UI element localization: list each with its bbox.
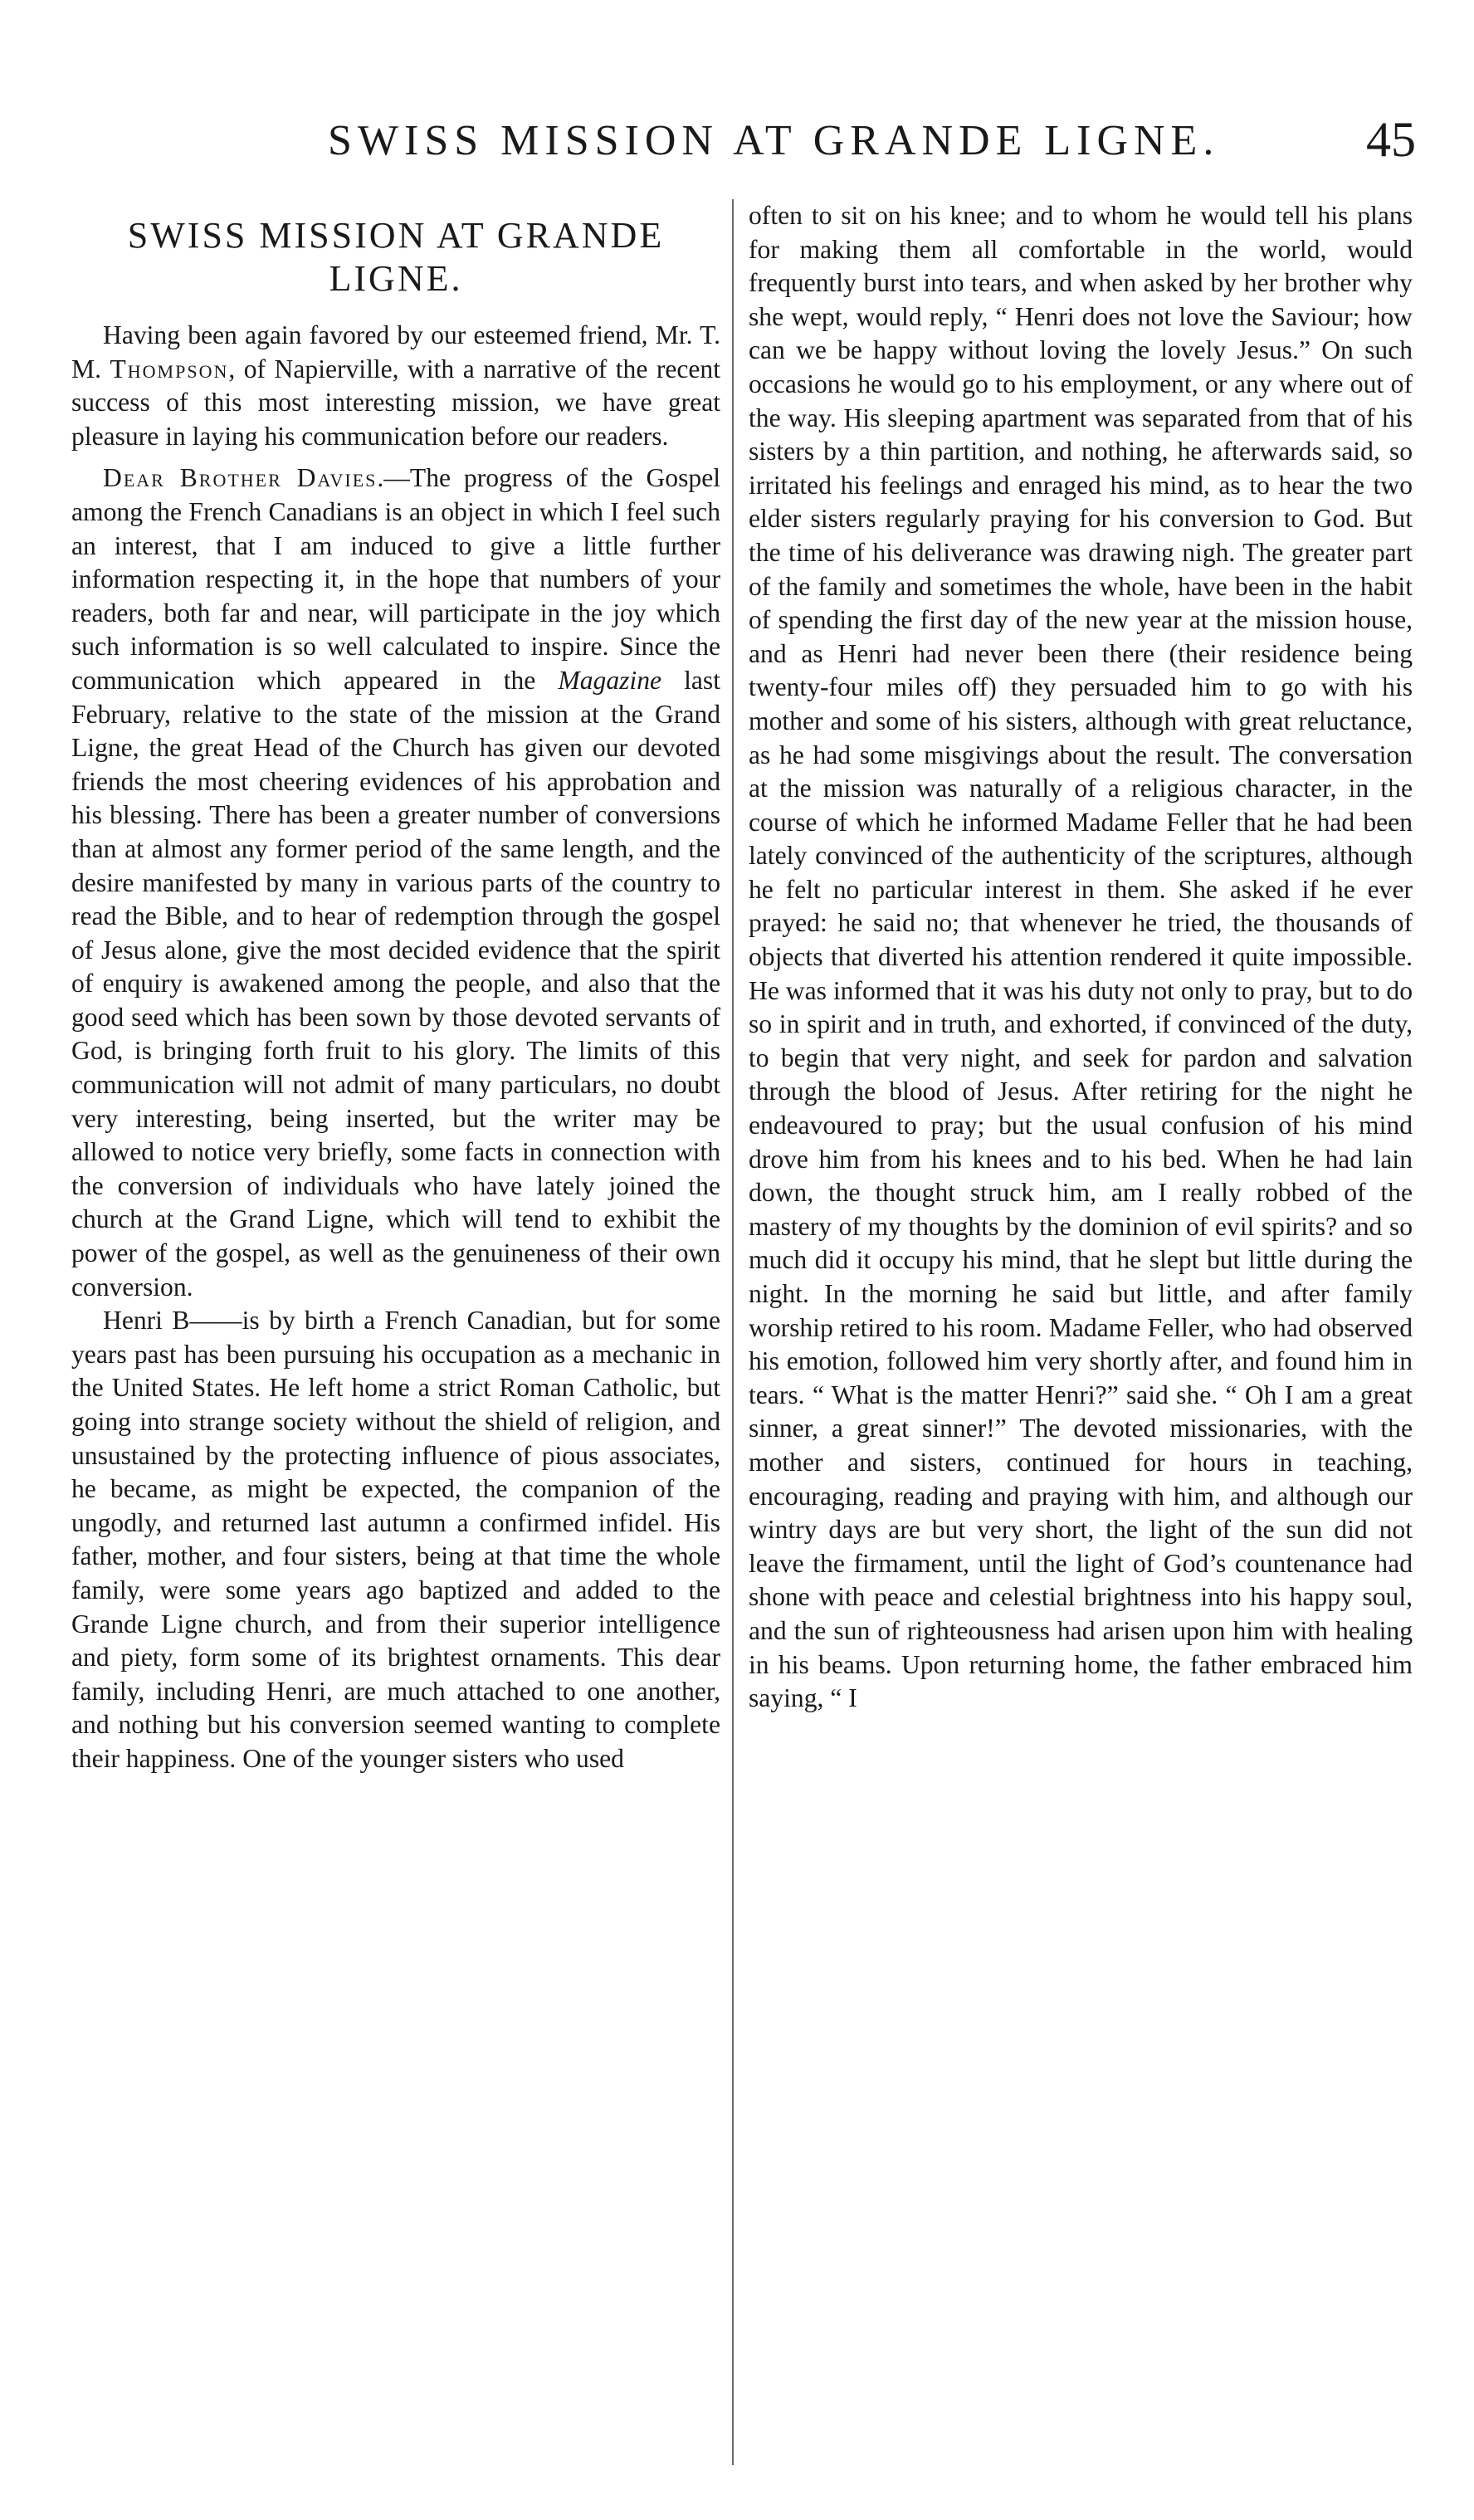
- magazine-title: Magazine: [558, 665, 662, 695]
- intro-name: Thompson: [110, 354, 229, 383]
- intro-text-start: Having been again favored by our esteemed friend, Mr. T. M.: [71, 320, 720, 383]
- letter-paragraph-2: Henri B——is by birth a French Canadian, but for some years past has been pursuing his occupation as a mechanic in the United States. He left home a strict Roman Catholic, but going into strange society without the shield of religion, and unsustained by the protecting influence of pious associates, he became, as might be expected, the companion of the ungodly, and returned last autumn a confirmed infidel. His father, mother, and four sisters, being at that time the whole family, were some years ago baptized and added to the Grande Ligne church, and from their superior intelligence and piety, form some of its brightest ornaments. This dear family, including Henri, are much attached to one another, and nothing but his conversion seemed wanting to complete their happiness. One of the younger sisters who used: [71, 1306, 720, 1773]
- letter-paragraph-1: [71, 462, 720, 1304]
- column-rule: [732, 199, 734, 2465]
- salutation: Dear Brother Davies: [103, 463, 378, 493]
- intro-paragraph: [71, 319, 720, 453]
- letter-p1-start: .—The progress of the Gospel among the French Canadians is an object in which I feel such an interest, that I am induced to give a little further information respecting it, in the hope that numbers of your readers, both far and near, will participate in the joy which such information is so well calculated to inspire. Since the communication which appeared in the: [71, 463, 720, 695]
- left-column: [71, 199, 720, 2474]
- right-column: [749, 199, 1413, 2474]
- letter-p1-rest: last February, relative to the state of the mission at the Grand Ligne, the great Head of the Church has given our devoted friends the most cheering evidences of his approbation and his blessing. There has been a greater number of conversions than at almost any former period of the same length, and the desire manifested by many in various parts of the country to read the Bible, and to hear of redemption through the gospel of Jesus alone, give the most decided evidence that the spirit of enquiry is awakened among the people, and also that the good seed which has been sown by those devoted servants of God, is bringing forth fruit to his glory. The limits of this communication will not admit of many particulars, no doubt very interesting, being inserted, but the writer may be allowed to notice very briefly, some facts in connection with the conversion of individuals who have lately joined the church at the Grand Ligne, which will tend to exhibit the power of the gospel, as well as the genuineness of their own conversion.: [71, 665, 720, 1302]
- letter-paragraph-2-continued: often to sit on his knee; and to whom he would tell his plans for making them all comfortable in the world, would frequently burst into tears, and when asked by her brother why she wept, would reply, “ Henri does not love the Saviour; how can we be happy without loving the lovely Jesus.” On such occasions he would go to his employment, or any where out of the way. His sleeping apartment was separated from that of his sisters by a thin partition, and nothing, he afterwards said, so irritated his feelings and enraged his mind, as to hear the two elder sisters regularly praying for his conversion to God. But the time of his deliverance was drawing nigh. The greater part of the family and sometimes the whole, have been in the habit of spending the first day of the new year at the mission house, and as Henri had never been there (their residence being twenty-four miles off) they persuaded him to go with his mother and some of his sisters, although with great reluctance, as he had some misgivings about the result. The conversation at the mission was naturally of a religious character, in the course of which he informed Madame Feller that he had been lately convinced of the authenticity of the scriptures, although he felt no particular interest in them. She asked if he ever prayed: he said no; that whenever he tried, the thousands of objects that diverted his attention rendered it quite impossible. He was informed that it was his duty not only to pray, but to do so in spirit and in truth, and exhorted, if convinced of the duty, to begin that very night, and seek for pardon and salvation through the blood of Jesus. After retiring for the night he endeavoured to pray; but the usual confusion of his mind drove him from his knees and to his bed. When he had lain down, the thought struck him, am I really robbed of the mastery of my thoughts by the dominion of evil spirits? and so much did it occupy his mind, that he slept but little during the night. In the morning he said but little, and after family worship retired to his room. Madame Feller, who had observed his emotion, followed him very shortly after, and found him in tears. “ What is the matter Henri?” said she. “ Oh I am a great sinner, a great sinner!” The devoted missionaries, with the mother and sisters, continued for hours in teaching, encouraging, reading and praying with him, and although our wintry days are but very short, the light of the sun did not leave the firmament, until the light of God’s countenance had shone with peace and celestial brightness into his happy soul, and the sun of righteousness had arisen upon him with healing in his beams. Upon returning home, the father embraced him saying, “ I: [749, 201, 1413, 1713]
- intro-text-end: , of Napierville, with a narrative of the recent success of this most interesting mission, we have great pleasure in laying his communication before our readers.: [71, 354, 720, 451]
- page-number: 45: [1366, 112, 1416, 167]
- article-title: SWISS MISSION AT GRANDE LIGNE.: [127, 215, 665, 299]
- running-head: [0, 112, 1474, 183]
- running-head-title: SWISS MISSION AT GRANDE LIGNE.: [328, 117, 1220, 164]
